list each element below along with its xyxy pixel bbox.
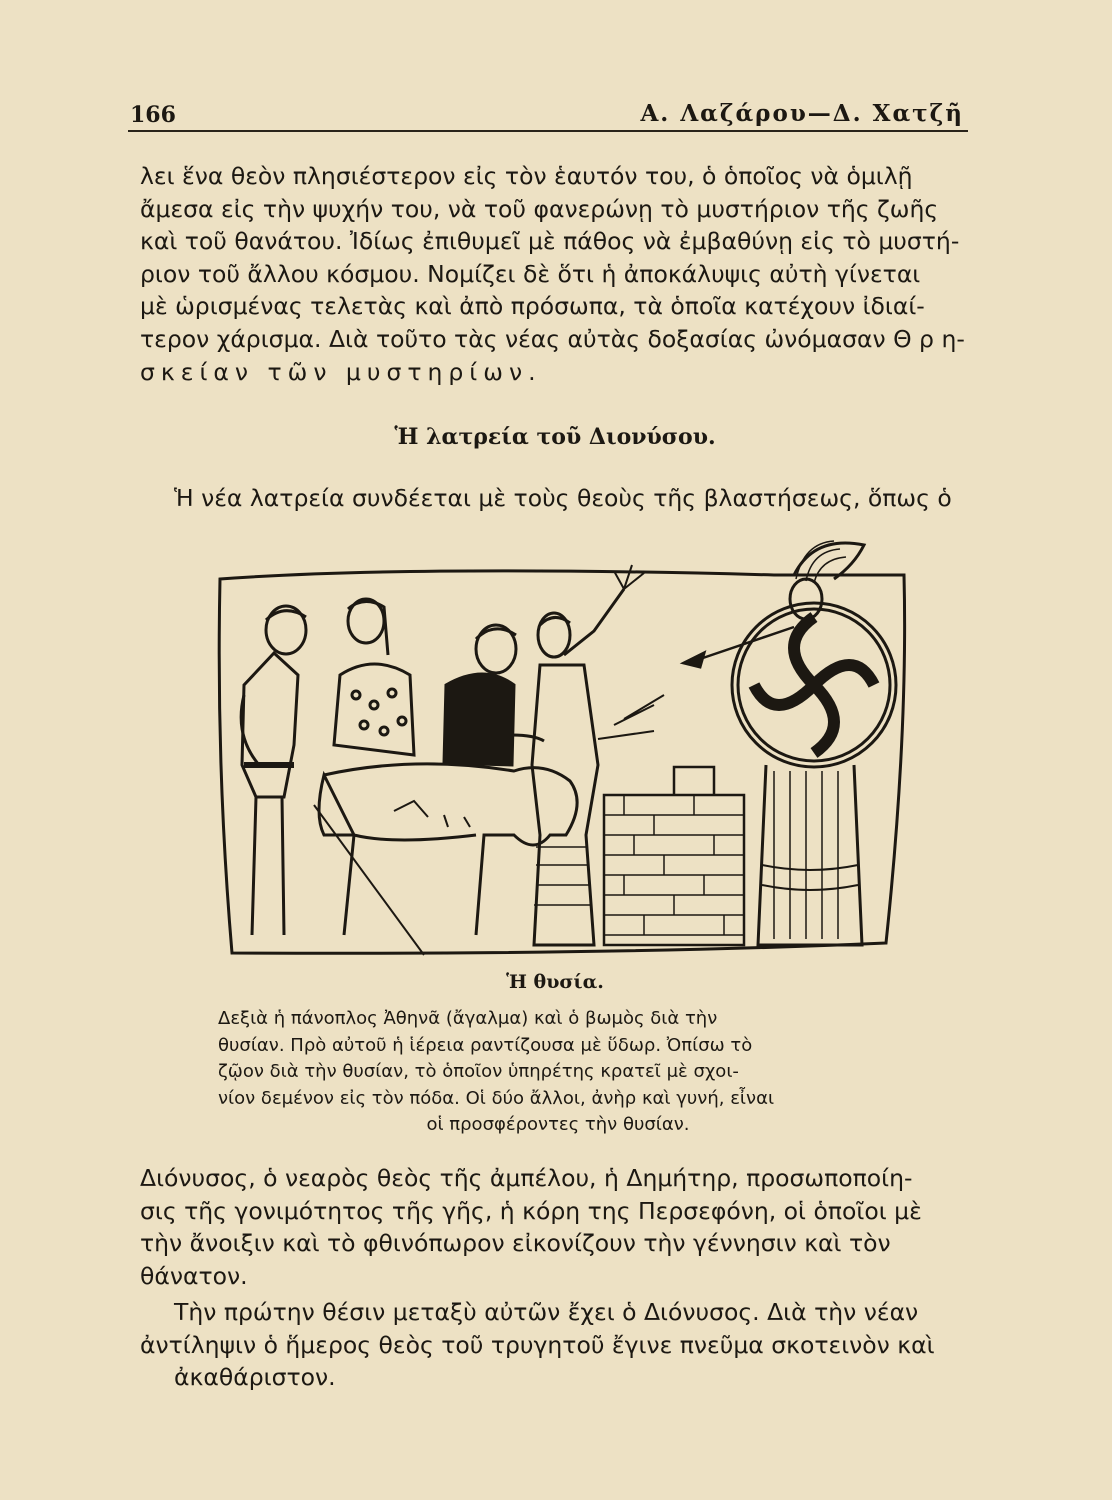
caption-line: νίον δεμένον εἰς τὸν πόδα. Οἱ δύο ἄλλοι, ἀνὴρ καὶ γυνή, εἶναι — [218, 1087, 775, 1109]
header-rule — [128, 130, 968, 132]
sacrifice-illustration — [214, 535, 914, 965]
text-line: καὶ τοῦ θανάτου. Ἰδίως ἐπιθυμεῖ μὲ πάθος νὰ ἐμβαθύνῃ εἰς τὸ μυστή- — [140, 227, 960, 256]
text-line: Τὴν πρώτην θέσιν μεταξὺ αὐτῶν ἔχει ὁ Διόνυσος. Διὰ τὴν νέαν — [174, 1298, 919, 1326]
servant-figure — [241, 606, 306, 935]
text-line: σις τῆς γονιμότητος τῆς γῆς, ἡ κόρη της Περσεφόνη, οἱ ὁποῖοι μὲ — [140, 1196, 922, 1225]
figure-caption-title: Ἡ θυσία. — [506, 971, 604, 993]
text-line: μὲ ὡρισμένας τελετὰς καὶ ἀπὸ πρόσωπα, τὰ ὁποῖα κατέχουν ἰδιαί- — [140, 292, 925, 321]
caption-line: θυσίαν. Πρὸ αὐτοῦ ἡ ἱέρεια ραντίζουσα μὲ ὕδωρ. Ὀπίσω τὸ — [218, 1034, 753, 1056]
paragraph-1 — [140, 160, 970, 388]
altar — [604, 767, 744, 945]
text-line: ριον τοῦ ἄλλου κόσμου. Νομίζει δὲ ὅτι ἡ ἀποκάλυψις αὐτὴ γίνεται — [140, 259, 921, 288]
text-line: Διόνυσος, ὁ νεαρὸς θεὸς τῆς ἀμπέλου, ἡ Δημήτηρ, προσωποποίη- — [140, 1164, 913, 1192]
figure-caption — [218, 1006, 898, 1139]
text-line: σκείαν τῶν μυστηρίων. — [140, 357, 542, 386]
text-line: τὴν ἄνοιξιν καὶ τὸ φθινόπωρον εἰκονίζουν τὴν γέννησιν καὶ τὸν — [140, 1229, 891, 1258]
running-head: Α. Λαζάρου—Δ. Χατζῆ — [640, 100, 964, 127]
text-line: ἀντίληψιν ὁ ἥμερος θεὸς τοῦ τρυγητοῦ ἔγινε πνεῦμα σκοτεινὸν καὶ — [140, 1330, 935, 1359]
text-line: τερον χάρισμα. Διὰ τοῦτο τὰς νέας αὐτὰς δοξασίας ὠνόμασαν Θ ρ η- — [140, 324, 965, 353]
athena-statue — [684, 541, 896, 945]
text-line: θάνατον. — [140, 1261, 248, 1290]
priestess-figure — [532, 565, 664, 945]
text-line: λει ἕνα θεὸν πλησιέστερον εἰς τὸν ἑαυτόν του, ὁ ὁποῖος νὰ ὁμιλῇ — [140, 162, 913, 190]
text-line: ἀκαθάριστον. — [174, 1363, 336, 1392]
paragraph-4 — [140, 1296, 970, 1394]
text-line: Ἡ νέα λατρεία συνδέεται μὲ τοὺς θεοὺς τῆς βλαστήσεως, ὅπως ὁ — [174, 484, 952, 512]
caption-line: Δεξιὰ ἡ πάνοπλος Ἀθηνᾶ (ἄγαλμα) καὶ ὁ βωμὸς διὰ τὴν — [218, 1008, 718, 1029]
caption-line: ζῷον διὰ τὴν θυσίαν, τὸ ὁποῖον ὑπηρέτης κρατεῖ μὲ σχοι- — [218, 1061, 739, 1082]
vase-painting-drawing — [214, 535, 914, 965]
section-title: Ἡ λατρεία τοῦ Διονύσου. — [394, 424, 716, 450]
paragraph-2 — [140, 482, 970, 515]
text-line: ἄμεσα εἰς τὴν ψυχήν του, νὰ τοῦ φανερώνῃ τὸ μυστήριον τῆς ζωῆς — [140, 194, 939, 223]
page-number: 166 — [130, 102, 176, 128]
caption-line: οἱ προσφέροντες τὴν θυσίαν. — [426, 1114, 690, 1135]
woman-offerant-figure — [334, 599, 414, 755]
page-header — [128, 96, 968, 136]
man-offerant-figure — [444, 625, 544, 765]
paragraph-3 — [140, 1162, 970, 1292]
